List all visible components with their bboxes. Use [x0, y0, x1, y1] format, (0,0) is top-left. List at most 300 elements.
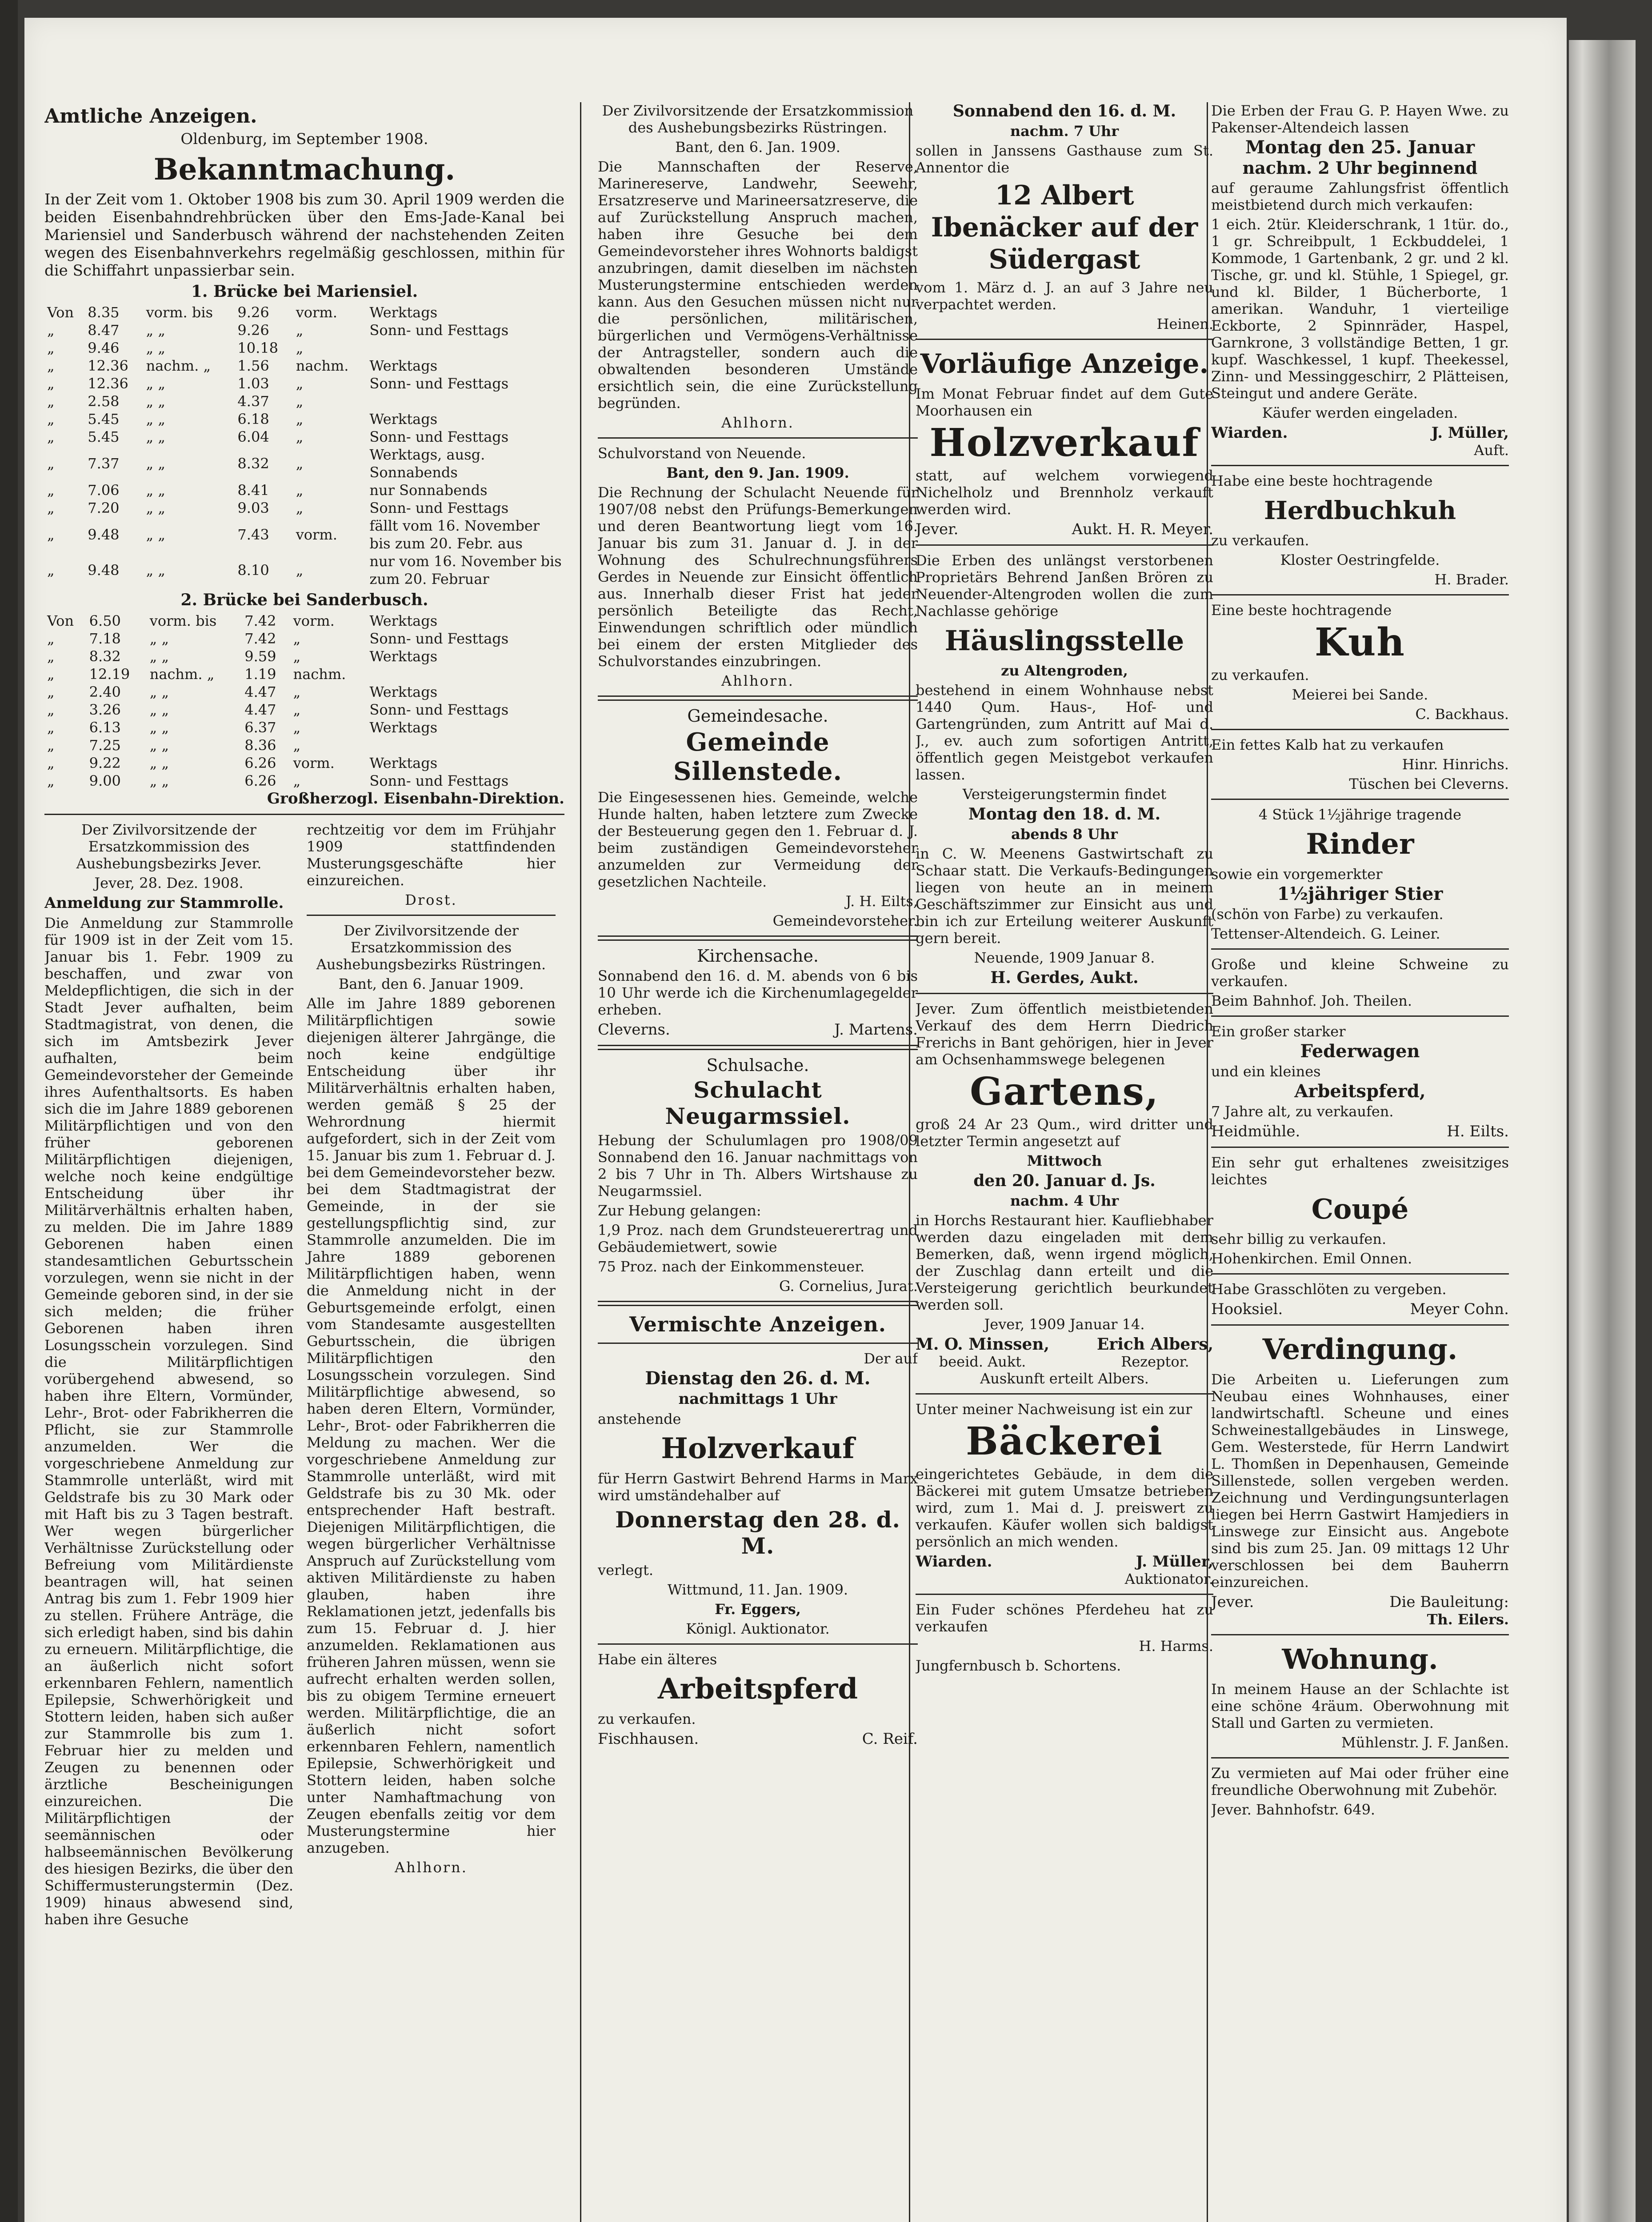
divider [1211, 1757, 1509, 1758]
schedule-cell: nachm. „ [149, 666, 215, 683]
schedule-cell: „ [47, 393, 55, 410]
ad-signature: Hohenkirchen. Emil Onnen. [1211, 1250, 1412, 1267]
ad-title: Schulacht Neugarmssiel. [665, 1077, 851, 1129]
schedule-cell: „ [47, 772, 55, 789]
schedule-cell: 9.48 [88, 526, 120, 543]
schedule-row [44, 481, 564, 499]
ad-signature-row [1211, 1300, 1509, 1318]
ad-signature-role: Königl. Auktionator. [686, 1620, 830, 1637]
ad-line: Eine beste hochtragende [1211, 602, 1392, 619]
ad-title: Verdingung. [1262, 1333, 1458, 1366]
schedule-cell: 8.36 [244, 737, 276, 754]
schedule-cell: Sonn- und Festtags [369, 701, 509, 718]
ad-title: Anmeldung zur Stammrolle. [44, 894, 284, 912]
schedule-cell: 3.26 [89, 701, 121, 718]
ad-line: Der auf [864, 1350, 918, 1367]
schedule-cell: „ „ [146, 428, 165, 445]
schedule-cell: 6.37 [244, 719, 276, 736]
ad-title: Holzverkauf [661, 1432, 855, 1465]
schedule-row [44, 339, 564, 357]
schedule-cell: vorm. bis [149, 612, 217, 629]
schedule-cell [367, 392, 564, 410]
ad-signature: Drost. [405, 891, 457, 908]
ad-signature-role: Rezeptor. [1121, 1353, 1189, 1370]
schedule-cell: „ [47, 322, 55, 339]
schedule-cell: 6.26 [244, 755, 276, 771]
schedule-cell: fällt vom 16. November bis zum 20. Febr. aus [369, 517, 540, 552]
schedule-cell: 7.42 [244, 612, 276, 629]
ad-date: Montag den 25. Januar [1245, 137, 1475, 158]
schedule-cell: „ [47, 455, 55, 472]
schedule-row [44, 446, 564, 481]
bridge2-schedule [44, 612, 564, 790]
ad-dateline: Neuende, 1909 Januar 8. [974, 949, 1155, 966]
ad-body: statt, auf welchem vorwiegend Nichelholz und Brennholz verkauft werden wird. [916, 467, 1213, 518]
schedule-cell: 7.18 [89, 630, 121, 647]
schedule-cell: „ „ [149, 630, 169, 647]
divider [598, 695, 918, 701]
divider [1211, 1147, 1509, 1148]
ad-line: verlegt. [598, 1562, 653, 1579]
schedule-cell: vorm. [293, 755, 335, 771]
schedule-cell: Sonn- und Festtags [369, 322, 509, 339]
ad-place: Heidmühle. [1211, 1123, 1300, 1140]
schedule-cell: 4.47 [244, 701, 276, 718]
ad-signature: C. Backhaus. [1415, 706, 1509, 723]
ad-body: Alle im Jahre 1889 geborenen Militärpflichtigen sowie diejenigen älterer Jahrgänge, die noch keine endgültige Entscheidung über ihr Militärverhältnis erhalten haben, werden gemäß § 25 der Wehrordnung hiermit aufgefordert, sich in der Zeit vom 15. Januar bis zum 1. Februar d. J. bei dem Gemeindevorsteher bezw. bei dem Stadtmagistrat der Gemeinde, in der sie gestellungspflichtig sind, zur Stammrolle anzumelden. Die im Jahre 1889 geborenen Militärpflichtigen haben, wenn die Anmeldung nicht in der Geburtsgemeinde erfolgt, einen vom Standesamte ausgestellten Geburtsschein, die übrigen Militärpflichtigen den Losungsschein vorzulegen. Sind Militärpflichtige abwesend, so haben deren Eltern, Vormünder, Lehr-, Brot- oder Fabrikherren die Meldung zu machen. Wer die vorgeschriebene Anmeldung zur Stammrolle unterläßt, wird mit Geldstrafe bis zu 30 Mk. oder entsprechender Haft bestraft. Diejenigen Militärpflichtigen, die wegen bürgerlicher Verhältnisse Anspruch auf Zurückstellung vom aktiven Militärdienste zu haben glauben, haben ihre Reklamationen jetzt, jedenfalls bis zum 15. Februar d. J. hier anzumelden. Reklamationen aus früheren Jahren müssen, wenn sie aufrecht erhalten werden sollen, bis zu obigem Termine erneuert werden. Militärpflichtige, die an äußerlich nicht sofort erkennbaren Fehlern, namentlich Epilepsie, Schwerhörigkeit und Stottern leiden, haben solche unter Namhaftmachung von Zeugen ebenfalls zeitig vor dem Musterungstermine hier anzugeben. [307, 995, 556, 1856]
ad-body: sollen in Janssens Gasthause zum St. Annentor die [916, 142, 1213, 176]
schedule-cell: „ [296, 375, 304, 392]
divider [598, 437, 918, 439]
ad-signature: Heinen. [1156, 316, 1213, 332]
schedule-cell: Sonn- und Festtags [369, 500, 509, 516]
ad-body: Die Mannschaften der Reserve, Marinereserve, Landwehr, Seewehr, Ersatzreserve und Marineersatzreserve, die auf Zurückstellung Anspruch machen, haben ihre Gesuche bei dem Gemeindevorsteher ihres Wohnorts baldigst anzubringen, damit dieselben im nächsten Musterungstermine entschieden werden kann. Aus den Gesuchen müssen nicht nur die persönlichen, militärischen, bürgerlichen und Vermögens-Verhältnisse der Antragsteller, sondern auch die obwaltenden besonderen Umstände ersichtlich sein, die eine Zurückstellung begründen. [598, 158, 918, 412]
schedule-cell: „ [47, 701, 55, 718]
schedule-cell [367, 665, 564, 683]
stammrolle-jever-ad [44, 821, 293, 1930]
schedule-cell: „ „ [149, 701, 169, 718]
ad-signature: M. O. Minssen, [916, 1335, 1050, 1354]
schedule-cell: 1.03 [237, 375, 269, 392]
ad-signature: Th. Eilers. [1427, 1611, 1509, 1628]
schedule-cell: „ „ [149, 772, 169, 789]
ad-body: (schön von Farbe) zu verkaufen. [1211, 906, 1444, 923]
schedule-cell: 12.36 [88, 375, 128, 392]
schedule-cell: 7.37 [88, 455, 120, 472]
schedule-cell: „ [296, 482, 304, 499]
ad-new-date: Donnerstag den 28. d. M. [615, 1507, 900, 1559]
category: Gemeindesache. [687, 706, 828, 726]
schedule-cell: „ [293, 719, 301, 736]
ad-title: Herdbuchkuh [1264, 496, 1456, 525]
divider [1211, 1324, 1509, 1326]
schedule-cell: „ „ [146, 411, 165, 428]
ad-time: abends 8 Uhr [1011, 826, 1118, 843]
divider [1211, 465, 1509, 466]
ad-place: Jungfernbusch b. Schortens. [916, 1657, 1121, 1674]
divider [1211, 729, 1509, 730]
divider [916, 544, 1213, 546]
ad-place: Jever. [1211, 1593, 1254, 1611]
ad-signature-role: Gemeindevorsteher. [772, 912, 918, 929]
schedule-cell: Sonn- und Festtags [369, 428, 509, 445]
ad-signature-role: Die Bauleitung: [1389, 1593, 1509, 1611]
ad-body: Die Rechnung der Schulacht Neuende für 1907/08 nebst den Prüfungs-Bemerkungen und deren Beantwortung liegt vom 16. Januar bis zum 31. Januar d. J. in der Wohnung des Schulrechnungsführers Gerdes in Neuende zur Einsicht öffentlich aus. Innerhalb dieser Frist hat jeder persönlich Beteiligte das Recht, Einwendungen schriftlich oder mündlich bei einem der ersten Mitglieder des Schulvorstandes einzubringen. [598, 484, 918, 670]
divider [916, 339, 1213, 340]
schedule-cell: „ [47, 755, 55, 771]
ad-body: 7 Jahre alt, zu verkaufen. [1211, 1103, 1394, 1120]
schedule-cell: „ [296, 562, 304, 579]
ad-title: Arbeitspferd [657, 1672, 858, 1706]
ad-date: den 20. Januar d. Js. [973, 1171, 1156, 1190]
schedule-row [44, 683, 564, 701]
schedule-cell: „ [296, 393, 304, 410]
schedule-cell: 7.43 [237, 526, 269, 543]
divider [598, 935, 918, 941]
ad-big-title: Gartens, [970, 1069, 1159, 1114]
ad-signature: J. Müller, [1136, 1553, 1213, 1571]
ad-signature-right [1097, 1335, 1213, 1370]
schedule-cell: „ [293, 772, 301, 789]
schedule-cell: „ [296, 500, 304, 516]
ad-title: Federwagen [1300, 1041, 1420, 1062]
schedule-cell: 6.13 [89, 719, 121, 736]
ad-signature: J. Müller, [1431, 424, 1509, 442]
schedule-cell: 9.46 [88, 340, 120, 356]
ad-dateline: Wittmund, 11. Jan. 1909. [667, 1581, 848, 1598]
ad-body: eingerichtetes Gebäude, in dem die Bäckerei mit gutem Umsatze betrieben wird, zum 1. Mai d. J. preiswert zu verkaufen. Käufer wollen sich baldigst persönlich an mich wenden. [916, 1466, 1213, 1550]
ad-item: 75 Proz. nach der Einkommensteuer. [598, 1258, 865, 1275]
ad-signature-row [598, 1730, 918, 1748]
schedule-cell: „ [47, 375, 55, 392]
ad-signature-row [1211, 1123, 1509, 1140]
schedule-cell: 9.26 [237, 322, 269, 339]
schedule-row [44, 428, 564, 446]
divider [916, 1393, 1213, 1395]
ad-footer: Auskunft erteilt Albers. [980, 1370, 1149, 1387]
ad-title: Rinder [1306, 827, 1414, 861]
schedule-cell [367, 736, 564, 754]
ad-continuation: rechtzeitig vor dem im Frühjahr 1909 stattfindenden Musterungsgeschäfte hier einzureichen. [307, 821, 556, 889]
schedule-cell: „ [293, 630, 301, 647]
ad-body: Die Eingesessenen hies. Gemeinde, welche Hunde halten, haben letztere zum Zwecke der Besteuerung gegen den 1. Februar d. J. beim zuständigen Gemeindevorsteher anzumelden zur Vermeidung der gesetzlichen Nachteile. [598, 789, 918, 890]
ad-body: Die Anmeldung zur Stammrolle für 1909 ist in der Zeit vom 15. Januar bis 1. Febr. 1909 zu beschaffen, und zwar von Meldepflichtigen, die sich in der Stadt Jever aufhalten, beim Stadtmagistrat, von denen, die sich im Amtsbezirk Jever aufhalten, beim Gemeindevorsteher der Gemeinde ihres Aufenthaltsorts. Es haben sich die im Jahre 1889 geborenen Militärpflichtigen und von den früher geborenen Militärpflichtigen diejenigen, welche noch keine endgültige Entscheidung über ihr Militärverhältnis erhalten haben, zu melden. Die im Jahre 1889 Geborenen haben einen standesamtlichen Geburtsschein vorzulegen, wenn sie nicht in der Gemeinde geboren sind, in der sie sich melden; die früher Geborenen haben ihren Losungsschein vorzulegen. Sind die Militärpflichtigen vorübergehend abwesend, so haben ihre Eltern, Vormünder, Lehr-, Brot- oder Fabrikherren die Pflicht, sie zur Stammrolle anzumelden. Wer die vorgeschriebene Anmeldung zur Stammrolle unterläßt, wird mit Geldstrafe bis zu 30 Mark oder mit Haft bis zu 3 Tagen bestraft. Wer wegen bürgerlicher Verhältnisse Zurückstellung oder Befreiung vom Militärdienste beantragen will, hat seinen Antrag bis zum 1. Febr 1909 hier zu stellen. Frühere Anträge, die sich erledigt haben, sind bis dahin zu erneuern. Militärpflichtige, die an äußerlich nicht sofort erkennbaren Fehlern, namentlich Epilepsie, Schwerhörigkeit und Stottern leiden, haben sich außer zur Stammrolle bis zum 1. Februar hier zu melden und Zeugen zu benennen oder ärztliche Bescheinigungen einzureichen. Die Militärpflichtigen der seemännischen oder halbseemännischen Bevölkerung des hiesigen Bezirks, die über den Schiffermusterungstermin (Dez. 1909) hinaus abwesend sind, haben ihre Gesuche [44, 915, 293, 1928]
ad-signature-row [598, 1021, 918, 1039]
schedule-cell: „ [47, 630, 55, 647]
schedule-cell: „ [296, 340, 304, 356]
ad-body: zu verkaufen. [1211, 667, 1309, 683]
schedule-row [44, 357, 564, 375]
divider [916, 1594, 1213, 1595]
column-3 [916, 102, 1213, 1677]
ad-place: Cleverns. [598, 1021, 670, 1039]
ad-signature: J. H. Eilts, [845, 893, 918, 910]
schedule-cell: nur vom 16. November bis zum 20. Februar [369, 553, 562, 587]
divider [1211, 1015, 1509, 1017]
ad-dateline: Jever, 28. Dez. 1908. [94, 875, 244, 891]
schedule-cell: Werktags [369, 304, 438, 321]
column-rule-1 [580, 102, 581, 2222]
schedule-cell: Werktags [369, 357, 438, 374]
ad-place: Hooksiel. [1211, 1300, 1283, 1318]
schedule-cell: 8.35 [88, 304, 120, 321]
schedule-row [44, 499, 564, 517]
schedule-cell: 6.04 [237, 428, 269, 445]
schedule-row [44, 701, 564, 719]
ad-place: Tüschen bei Cleverns. [1349, 775, 1509, 792]
divider [1211, 1634, 1509, 1635]
ad-items: 1 eich. 2tür. Kleiderschrank, 1 1tür. do., 1 gr. Schreibpult, 1 Eckbuddelei, 1 Kommode, 1 Gartenbank, 2 gr. und 2 kl. Tische, gr. und kl. Stühle, 1 Spiegel, gr. und kl. Bilder, 1 Bücherborte, 1 amerikan. Wanduhr, 1 vierteilige Eckborte, 2 Spinnräder, Haspel, Garnkrone, 3 vollständige Betten, 1 gr. kupf. Waschkessel, 1 kupf. Theekessel, Zinn- und Messinggeschirr, 2 Plätteisen, Steingut und andere Geräte. [1211, 216, 1509, 402]
bridge1-title: 1. Brücke bei Mariensiel. [191, 282, 418, 301]
ad-signature-row [916, 520, 1213, 538]
schedule-cell: „ [293, 701, 301, 718]
ad-body: auf geraume Zahlungsfrist öffentlich meistbietend durch mich verkaufen: [1211, 180, 1509, 213]
divider [307, 915, 556, 916]
schedule-cell: „ [47, 411, 55, 428]
schedule-cell: Werktags [369, 648, 438, 665]
ad-signature: H. Brader. [1434, 571, 1509, 588]
ad-signature-row [916, 1335, 1213, 1370]
schedule-cell: „ „ [146, 455, 165, 472]
ad-title: 12 Albert Ibenäcker auf der Südergast [931, 180, 1198, 275]
schedule-cell: „ [296, 455, 304, 472]
ad-title: Vorläufige Anzeige. [920, 348, 1209, 380]
ad-dateline: Bant, den 9. Jan. 1909. [666, 464, 849, 481]
ad-date: Sonnabend den 16. d. M. [952, 102, 1176, 120]
divider [598, 1045, 918, 1050]
ad-body: Ein Fuder schönes Pferdeheu hat zu verkaufen [916, 1601, 1213, 1635]
ad-signature: Jever. Bahnhofstr. 649. [1211, 1801, 1376, 1818]
ad-signature: Hinr. Hinrichs. [1402, 756, 1509, 773]
bridge2-title: 2. Brücke bei Sanderbusch. [180, 591, 428, 609]
ad-signature-role: Auft. [1474, 442, 1509, 459]
ad-signature: Tettenser-Altendeich. G. Leiner. [1211, 925, 1440, 942]
ad-signature: H. Eilts. [1447, 1123, 1509, 1140]
schedule-cell: „ [293, 737, 301, 754]
schedule-cell: 6.26 [244, 772, 276, 789]
ad-signature: Ahlhorn. [395, 1859, 468, 1876]
ad-place: Meierei bei Sande. [1292, 686, 1428, 703]
ad-body: für Herrn Gastwirt Behrend Harms in Marx wird umständehalber auf [598, 1470, 918, 1504]
ad-signature: Ahlhorn. [721, 414, 794, 431]
ad-place: Kloster Oestringfelde. [1280, 552, 1440, 568]
ad-body: Habe Grasschlöten zu vergeben. [1211, 1281, 1447, 1298]
ad-body: sehr billig zu verkaufen. [1211, 1231, 1387, 1247]
schedule-row [44, 754, 564, 772]
schedule-cell: „ [47, 428, 55, 445]
schedule-row [44, 375, 564, 392]
schedule-cell: „ „ [149, 719, 169, 736]
ad-date: Montag den 18. d. M. [968, 805, 1161, 823]
schedule-cell: „ [47, 683, 55, 700]
ad-body: in Horchs Restaurant hier. Kaufliebhaber werden dazu eingeladen mit dem Bemerken, daß, wenn irgend möglich, der Zuschlag dann erteilt und die Versteigerung gerichtlich beurkundet werden soll. [916, 1212, 1213, 1313]
ad-header: Der Zivilvorsitzende der Ersatzkommission des Aushebungsbezirks Rüstringen. [316, 922, 546, 973]
ad-line: Käufer werden eingeladen. [1262, 404, 1458, 421]
column-2 [598, 102, 918, 1748]
ad-body: sowie ein vorgemerkter [1211, 866, 1383, 883]
ad-time: nachmittags 1 Uhr [678, 1390, 837, 1408]
schedule-cell: 7.20 [88, 500, 120, 516]
schedule-cell: 7.25 [89, 737, 121, 754]
schedule-row [44, 392, 564, 410]
schedule-row [44, 630, 564, 647]
schedule-cell: „ [47, 737, 55, 754]
ad-place: Wiarden. [916, 1553, 992, 1571]
divider [44, 814, 564, 815]
ad-title: Wohnung. [1282, 1643, 1438, 1675]
schedule-cell: Werktags [369, 612, 438, 629]
ad-signature: Aukt. H. R. Meyer. [1072, 520, 1213, 538]
ad-day: Mittwoch [1027, 1152, 1102, 1169]
schedule-cell: nur Sonnabends [369, 482, 488, 499]
schedule-row [44, 552, 564, 588]
ad-signature: H. Gerdes, Aukt. [990, 968, 1139, 987]
ad-body: In meinem Hause an der Schlachte ist eine schöne 4räum. Oberwohnung mit Stall und Garten zu vermieten. [1211, 1681, 1509, 1731]
schedule-cell: Von [47, 612, 74, 629]
schedule-cell: „ „ [146, 482, 165, 499]
schedule-row [44, 772, 564, 790]
schedule-row [44, 719, 564, 736]
ad-body: groß 24 Ar 23 Qum., wird dritter und letzter Termin angesetzt auf [916, 1116, 1213, 1150]
ad-line: und ein kleines [1211, 1063, 1321, 1080]
schedule-cell [367, 339, 564, 357]
schedule-cell: 6.18 [237, 411, 269, 428]
schedule-cell: 12.36 [88, 357, 128, 374]
ad-body: Jever. Zum öffentlich meistbietenden Verkauf des dem Herrn Diedrich Frerichs in Bant gehörigen, hier in Jever am Ochsenhammswege belegenen [916, 1000, 1213, 1068]
schedule-cell: 2.40 [89, 683, 121, 700]
ad-dateline: Jever, 1909 Januar 14. [984, 1316, 1145, 1333]
notice-signature: Großherzogl. Eisenbahn-Direktion. [267, 790, 564, 807]
schedule-cell: Sonn- und Festtags [369, 375, 509, 392]
schedule-cell: „ [47, 357, 55, 374]
schedule-cell: vorm. bis [146, 304, 213, 321]
schedule-cell: 9.59 [244, 648, 276, 665]
ad-dateline: Bant, den 6. Januar 1909. [338, 975, 524, 992]
schedule-row [44, 304, 564, 321]
notice-intro: In der Zeit vom 1. Oktober 1908 bis zum 30. April 1909 werden die beiden Eisenbahndrehbrücken über den Ems-Jade-Kanal bei Mariensiel und Sanderbusch während der nachstehenden Zeiten wegen des Eisenbahnverkehrs regelmäßig geschlossen, mithin für die Schiffahrt unpassierbar sein. [44, 191, 564, 280]
schedule-cell: „ [296, 428, 304, 445]
ad-signature: Mühlenstr. J. F. Janßen. [1341, 1734, 1509, 1751]
schedule-cell: 4.47 [244, 683, 276, 700]
schedule-cell: 6.50 [89, 612, 121, 629]
ad-title: Arbeitspferd, [1294, 1081, 1426, 1102]
ad-time: nachm. 7 Uhr [1010, 123, 1119, 140]
schedule-cell: 9.03 [237, 500, 269, 516]
page-edge-stack [1569, 40, 1636, 2222]
schedule-cell: „ „ [149, 755, 169, 771]
scan-left-edge [0, 0, 18, 2222]
ad-subtitle: zu Altengroden, [1001, 662, 1128, 679]
schedule-cell: Werktags [369, 719, 438, 736]
ad-body: Unter meiner Nachweisung ist ein zur [916, 1401, 1192, 1418]
schedule-cell: nachm. [293, 666, 346, 683]
schedule-cell: „ [47, 719, 55, 736]
column-4 [1211, 102, 1509, 1821]
column-1 [44, 102, 564, 1930]
schedule-cell: Sonn- und Festtags [369, 772, 509, 789]
ad-signature: Erich Albers, [1096, 1335, 1213, 1354]
ad-signature-row [1211, 1593, 1509, 1611]
schedule-cell: 12.19 [89, 666, 130, 683]
schedule-cell: 8.10 [237, 562, 269, 579]
ad-place: Jever. [916, 520, 959, 538]
schedule-cell: „ [296, 322, 304, 339]
ad-body: Große und kleine Schweine zu verkaufen. [1211, 956, 1509, 990]
ad-line: Habe ein älteres [598, 1651, 717, 1668]
schedule-cell: 8.32 [237, 455, 269, 472]
ad-subline: Zur Hebung gelangen: [598, 1202, 761, 1219]
schedule-row [44, 665, 564, 683]
schedule-cell: „ „ [146, 340, 165, 356]
ad-dateline: Bant, den 6. Jan. 1909. [675, 139, 840, 156]
schedule-cell: 7.42 [244, 630, 276, 647]
schedule-cell: „ [47, 562, 55, 579]
ad-line: Ein fettes Kalb hat zu verkaufen [1211, 736, 1444, 753]
ad-signature-role: beeid. Aukt. [939, 1353, 1026, 1370]
schedule-cell: vorm. [296, 304, 337, 321]
ad-item: 1,9 Proz. nach dem Grundsteuerertrag und Gebäudemietwert, sowie [598, 1222, 918, 1255]
schedule-cell: nachm. [296, 357, 349, 374]
ad-line: Ein sehr gut erhaltenes zweisitziges leichtes [1211, 1154, 1509, 1188]
category: Schulsache. [706, 1055, 809, 1075]
schedule-cell: „ „ [146, 526, 165, 543]
ad-signature-left [916, 1335, 1049, 1370]
schedule-cell: vorm. [293, 612, 335, 629]
ad-signature: Meyer Cohn. [1410, 1300, 1509, 1318]
ad-subtitle: 1½jähriger Stier [1277, 883, 1443, 904]
ad-place: Fischhausen. [598, 1730, 699, 1748]
divider [1211, 594, 1509, 595]
schedule-cell: „ [47, 666, 55, 683]
schedule-cell: „ „ [149, 683, 169, 700]
ad-body: bestehend in einem Wohnhause nebst 1440 Qum. Haus-, Hof- und Gartengründen, zum Antritt auf Mai d. J., ev. auch zum sofortigen Antritt, öffentlich gegen Meistgebot verkaufen lassen. [916, 682, 1213, 783]
schedule-row [44, 410, 564, 428]
schedule-cell: „ „ [146, 375, 165, 392]
ad-signature-row [916, 1553, 1213, 1571]
ad-line: Versteigerungstermin findet [962, 786, 1167, 803]
schedule-cell: „ „ [146, 500, 165, 516]
schedule-cell: „ [47, 340, 55, 356]
divider [598, 1301, 918, 1306]
ad-header: Der Zivilvorsitzende der Ersatzkommission des Aushebungsbezirks Rüstringen. [602, 102, 914, 136]
ad-line: 4 Stück 1½jährige tragende [1258, 806, 1462, 823]
ad-place: Wiarden. [1211, 424, 1288, 442]
ad-signature-row [1211, 424, 1509, 442]
schedule-cell: „ [47, 648, 55, 665]
ad-title: Coupé [1311, 1193, 1409, 1225]
schedule-cell: „ [293, 648, 301, 665]
schedule-cell: Werktags [369, 683, 438, 700]
category: Kirchensache. [697, 946, 819, 966]
ad-signature: C. Reif. [862, 1730, 918, 1748]
schedule-cell: 1.56 [237, 357, 269, 374]
schedule-cell: nachm. „ [146, 357, 211, 374]
schedule-cell: 5.45 [88, 428, 120, 445]
ad-title: Gemeinde Sillenstede. [673, 727, 842, 786]
schedule-cell: 9.48 [88, 562, 120, 579]
schedule-cell: „ „ [146, 393, 165, 410]
divider [598, 1643, 918, 1645]
schedule-cell: „ „ [146, 562, 165, 579]
ad-signature: Fr. Eggers, [715, 1601, 801, 1618]
schedule-cell: „ [296, 411, 304, 428]
ad-body: Hebung der Schulumlagen pro 1908/09 Sonnabend den 16. Januar nachmittags von 2 bis 7 Uhr in Th. Albers Wirtshause zu Neugarmssiel. [598, 1132, 918, 1199]
schedule-cell: 8.41 [237, 482, 269, 499]
schedule-cell: 10.18 [237, 340, 279, 356]
ad-line: Ein großer starker [1211, 1023, 1346, 1040]
schedule-cell: Werktags [369, 411, 438, 428]
ad-body: Zu vermieten auf Mai oder früher eine freundliche Oberwohnung mit Zubehör. [1211, 1765, 1509, 1798]
